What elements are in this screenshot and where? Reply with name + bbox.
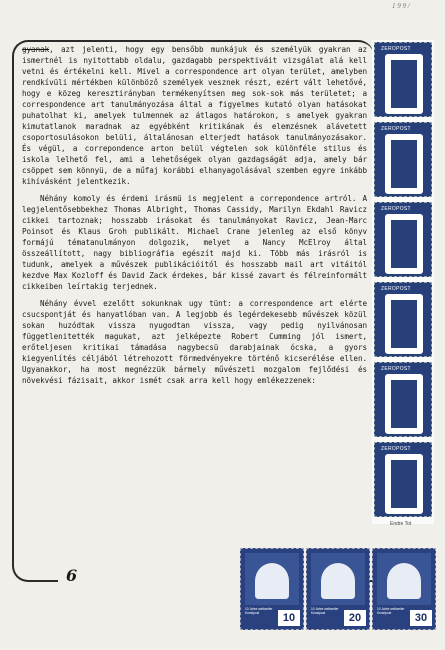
bottom-stamp-30	[372, 548, 436, 630]
zero-glyph-icon	[385, 374, 423, 432]
struck-lead-word: gyanak	[22, 45, 50, 54]
stamp-value: 30	[410, 610, 432, 626]
zero-glyph-icon	[385, 454, 423, 512]
article-text	[22, 44, 367, 392]
paragraph-3: Néhány évvel ezelőtt sokunknak ugy tünt: a correspondence art elérte csucspontját és hanyatlóban van. A legjobb és legérdekesebb művészek közül sokan huzódtak vissza nyugodtan vissza, vagy pedig nyilvánosan függetlenitették magukat, azt jelképezte Robert Cumming jól ismert, erőteljesen kritikai támadása nagybecsü darabjainak ócska, a gyors kiegyenlítés céljából létrehozott förmedvényekre történő kicserélése ellen. Ugyanakkor, ha most megnézzük bármely művészeti mozgalom fejlődési és növekvési fázisait, akkor ismét csak arra kell hogy emlékezzenek:	[22, 299, 367, 385]
zero-glyph-icon	[385, 134, 423, 192]
zeropost-stamp-icon	[374, 442, 432, 517]
zero-glyph-icon	[385, 294, 423, 352]
zeropost-stamp-strip	[372, 40, 434, 524]
paragraph-1-text: , azt jelenti, hogy egy bensőbb munkájuk és személyük gyakran az ismertnél is nyitottabb oldalu, gazdagabb perspektiváit vizsgálat alá kell vetni és értékelni kell. Mivel a correspondence art olyan terület, amelyben rendkívüli mértékben különböző személyek vesznek részt, ezért vált lehetővé, hogy e közeg keresztirányban termékenyítsen meg sok-sok más területet; a correspondence art tanulmányozása által a figyelmes kutató olyan hatásokat puhatolhat ki, amelyek tulmennek az átlagos határokon, s amelyek gyakran kimutatlanok maradnak az egyébként kritikának és elemzésnek alávetett csoportosulásokon belüli, általánosan elterjedt hatások tanulmányozásakor. És végül, a correpondence arton belül végtelen sok különféle stilus és iskola lelhető fel, ami a lehetőségek olyan gazdagságát adja, amely bár csöppet sem könnyü, de a műfaj korábbi elhanyagolásával szemben egyre inkább kihívásként jelentkezik.	[22, 45, 367, 186]
zeropost-stamp-icon	[374, 362, 432, 437]
stamp-picture-icon	[377, 553, 431, 605]
bottom-stamp-20	[306, 548, 370, 630]
stamp-value: 20	[344, 610, 366, 626]
zeropost-stamp-icon	[374, 42, 432, 117]
zeropost-stamp-icon	[374, 122, 432, 197]
stamp-label: ZEROPOST	[381, 206, 411, 212]
stamp-label: ZEROPOST	[381, 46, 411, 52]
stamp-value: 10	[278, 610, 300, 626]
stamp-caption: 10 Jahre weltweiter Kunstpost	[377, 607, 405, 615]
zero-glyph-icon	[385, 214, 423, 272]
top-corner-mark: 1 9 9 /	[392, 2, 410, 10]
zeropost-stamp-icon	[374, 282, 432, 357]
stamp-label: ZEROPOST	[381, 366, 411, 372]
stamp-picture-icon	[245, 553, 299, 605]
stamp-caption: 10 Jahre weltweiter Kunstpost	[311, 607, 339, 615]
stamp-label: ZEROPOST	[381, 286, 411, 292]
bottom-stamp-10	[240, 548, 304, 630]
stamp-caption: 10 Jahre weltweiter Kunstpost	[245, 607, 273, 615]
paragraph-2: Néhány komoly és érdemi irásmü is megjelent a correpondence artról. A legjelentősebbekhez Thomas Albright, Thomas Cassidy, Marilyn Ekdahl Ravicz cikkei tartoznak; hosszabb irásokat és tanulmányokat Ravicz, Jean-Marc Poinsot és Klaus Groh publikált. Michael Crane jelenleg az első könyv formájú tématanulmányon dolgozik, melyet a Nancy McElroy által összeállított, nagy bibliográfia egészít majd ki. Több más irásról is tudunk, amelyek a művészek publikációitól és hosszabb mail art vitáitól kezdve Max Kozloff és David Zack érdekes, bár kissé zavart és félreinformált cikkeiben leírtakig terjednek.	[22, 194, 367, 291]
stamp-label: ZEROPOST	[381, 446, 411, 452]
page-number: 6	[66, 566, 78, 585]
stamp-strip-signature: Endre Tot	[390, 521, 412, 527]
paragraph-1	[22, 44, 367, 187]
stamp-label: ZEROPOST	[381, 126, 411, 132]
zero-glyph-icon	[385, 54, 423, 112]
zeropost-stamp-icon	[374, 202, 432, 277]
stamp-picture-icon	[311, 553, 365, 605]
